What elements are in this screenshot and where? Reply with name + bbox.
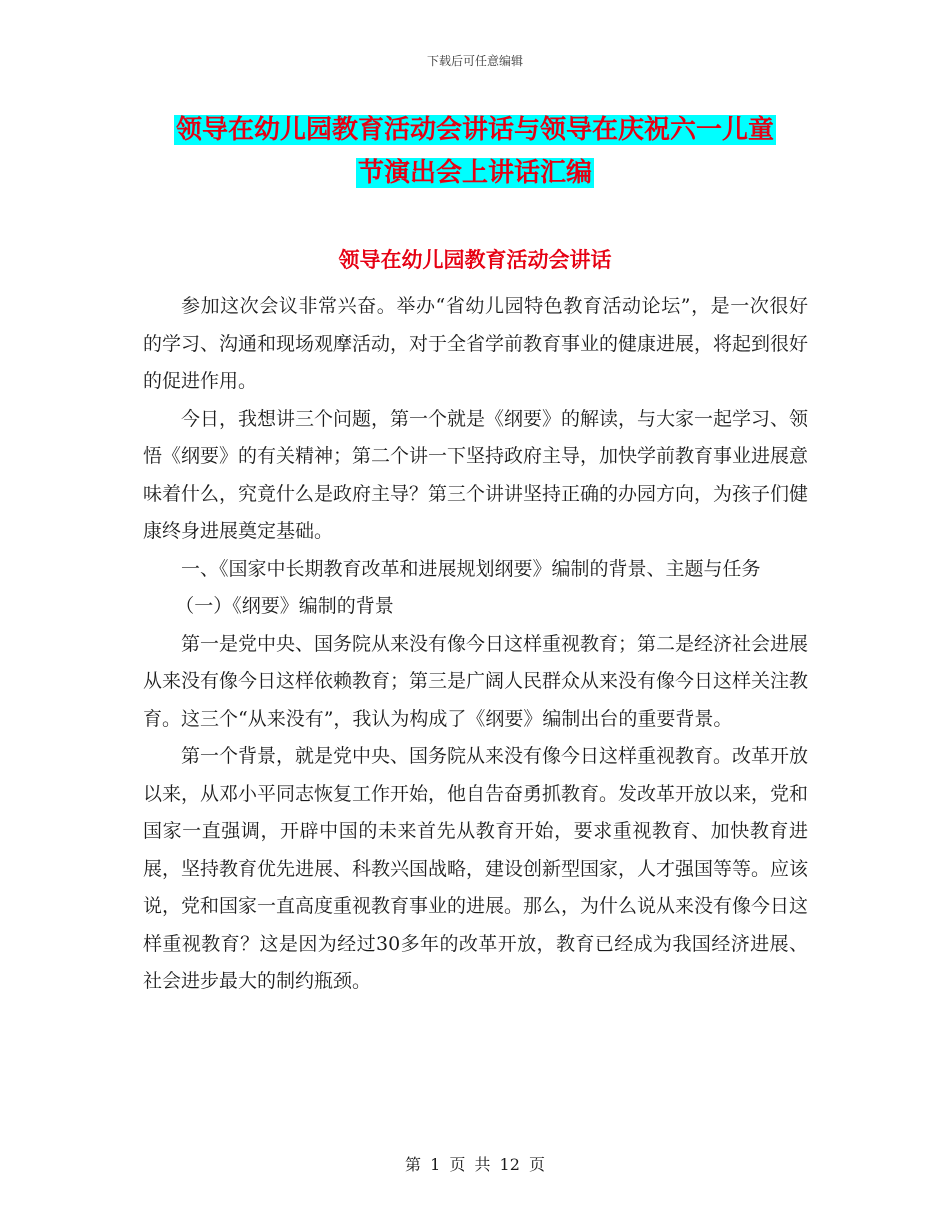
paragraph: 第一是党中央、国务院从来没有像今日这样重视教育；第二是经济社会进展从来没有像今日这样依赖教育；第三是广阔人民群众从来没有像今日这样关注教育。这三个“从来没有”，我认为构成了《纲要》编制出台的重要背景。 [143, 632, 809, 730]
header-note: 下载后可任意编辑 [426, 54, 523, 68]
paragraph: 第一个背景，就是党中央、国务院从来没有像今日这样重视教育。改革开放以来，从邓小平同志恢复工作开始，他自告奋勇抓教育。发改革开放以来，党和国家一直强调，开辟中国的未来首先从教育开始，要求重视教育、加快教育进展，坚持教育优先进展、科教兴国战略，建设创新型国家，人才强国等等。应该说，党和国家一直高度重视教育事业的进展。那么，为什么说从来没有像今日这样重视教育？这是因为经过30多年的改革开放，教育已经成为我国经济进展、社会进步最大的制约瓶颈。 [143, 745, 809, 992]
paragraph: 今日，我想讲三个问题，第一个就是《纲要》的解读，与大家一起学习、领悟《纲要》的有关精神；第二个讲一下坚持政府主导，加快学前教育事业进展意味着什么，究竟什么是政府主导？第三个讲讲坚持正确的办园方向，为孩子们健康终身进展奠定基础。 [143, 407, 809, 542]
document-title-text-1: 领导在幼儿园教育活动会讲话与领导在庆祝六一儿童 [175, 115, 774, 145]
section-title: 领导在幼儿园教育活动会讲话 [338, 248, 612, 272]
paragraph: 参加这次会议非常兴奋。举办“省幼儿园特色教育活动论坛”，是一次很好的学习、沟通和现场观摩活动，对于全省学前教育事业的健康进展，将起到很好的促进作用。 [143, 295, 809, 392]
heading-level-2: （一）《纲要》编制的背景 [175, 595, 394, 617]
document-body [143, 288, 808, 1001]
heading-level-1: 一、《国家中长期教育改革和进展规划纲要》编制的背景、主题与任务 [181, 557, 761, 580]
document-title-line-1 [0, 110, 950, 150]
document-title-line-2 [0, 153, 950, 193]
document-title-text-2: 节演出会上讲话汇编 [357, 158, 592, 188]
page-number: 第 1 页 共 12 页 [405, 1155, 545, 1174]
